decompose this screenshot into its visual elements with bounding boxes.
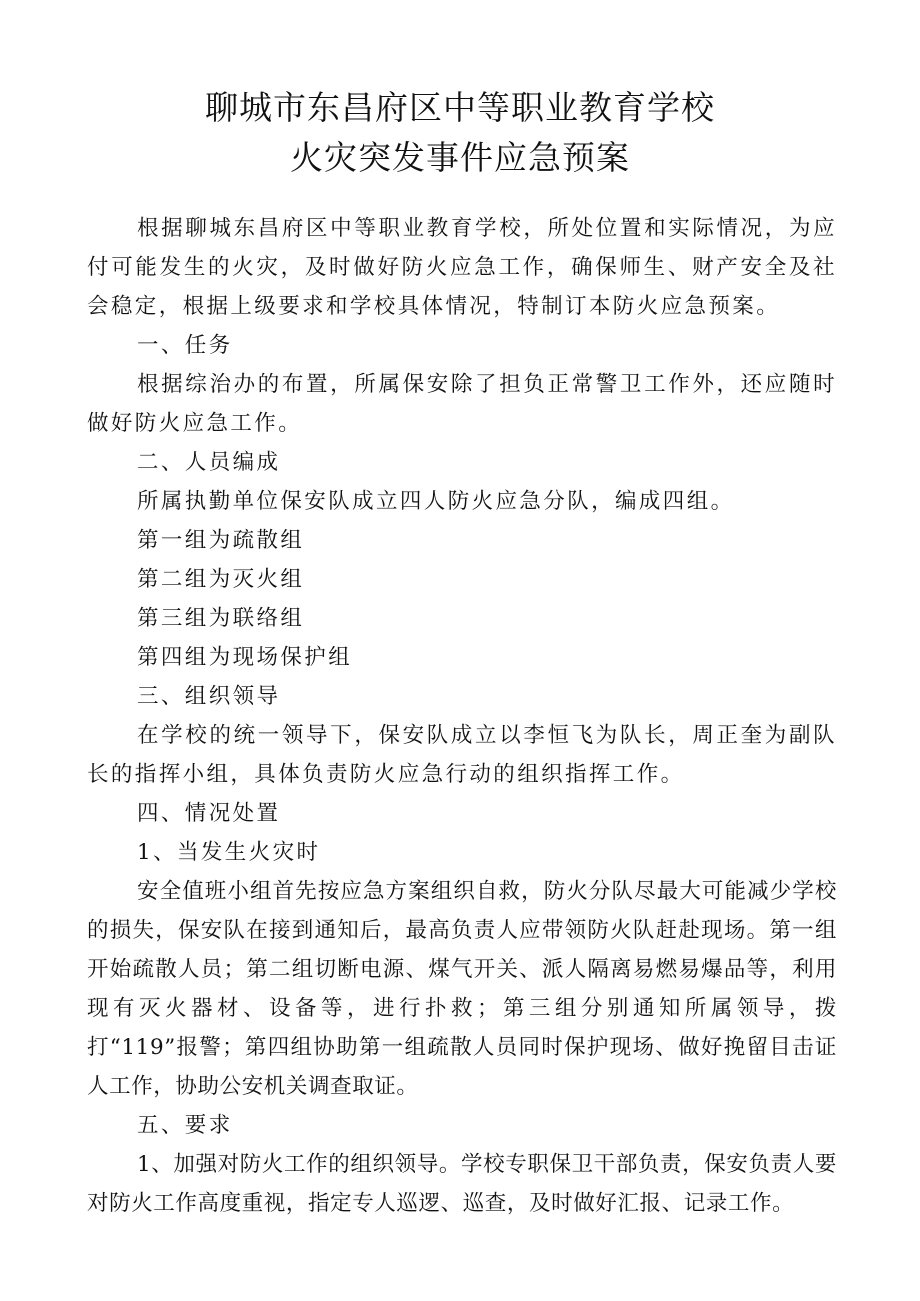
- group-item: 第三组为联络组: [137, 606, 305, 631]
- leadership-paragraph: 在学校的统一领导下，保安队成立以李恒飞为队长，周正奎为副队长的指挥小组，具体负责防火应急行动的组织指挥工作。: [87, 723, 837, 787]
- document-title-line1: 聊城市东昌府区中等职业教育学校: [205, 88, 715, 127]
- section-heading-leadership: 三、组织领导: [137, 684, 281, 709]
- handling-paragraph: 安全值班小组首先按应急方案组织自救，防火分队尽最大可能减少学校的损失，保安队在接到通知后，最高负责人应带领防火队赶赴现场。第一组开始疏散人员；第二组切断电源、煤气开关、派人隔离易燃易爆品等，利用现有灭火器材、设备等，进行扑救；第三组分别通知所属领导，拨打“119”报警；第四组协助第一组疏散人员同时保护现场、做好挽留目击证人工作，协助公安机关调查取证。: [87, 879, 837, 1099]
- subheading-fire-occurs: 1、当发生火灾时: [137, 840, 321, 865]
- section-heading-personnel: 二、人员编成: [137, 450, 281, 475]
- section-heading-handling: 四、情况处置: [137, 801, 281, 826]
- task-paragraph: 根据综治办的布置，所属保安除了担负正常警卫工作外，还应随时做好防火应急工作。: [87, 372, 837, 436]
- group-item: 第二组为灭火组: [137, 567, 305, 592]
- personnel-paragraph: 所属执勤单位保安队成立四人防火应急分队，编成四组。: [137, 489, 735, 514]
- document-body: [87, 209, 837, 1223]
- section-heading-task: 一、任务: [137, 333, 233, 358]
- section-heading-requirements: 五、要求: [137, 1113, 233, 1138]
- intro-paragraph: 根据聊城东昌府区中等职业教育学校，所处位置和实际情况，为应付可能发生的火灾，及时做好防火应急工作，确保师生、财产安全及社会稳定，根据上级要求和学校具体情况，特制订本防火应急预案。: [87, 216, 837, 319]
- requirements-paragraph: 1、加强对防火工作的组织领导。学校专职保卫干部负责，保安负责人要对防火工作高度重视，指定专人巡逻、巡查，及时做好汇报、记录工作。: [87, 1152, 837, 1216]
- group-item: 第一组为疏散组: [137, 528, 305, 553]
- document-title-line2: 火灾突发事件应急预案: [290, 138, 630, 177]
- group-item: 第四组为现场保护组: [137, 645, 353, 670]
